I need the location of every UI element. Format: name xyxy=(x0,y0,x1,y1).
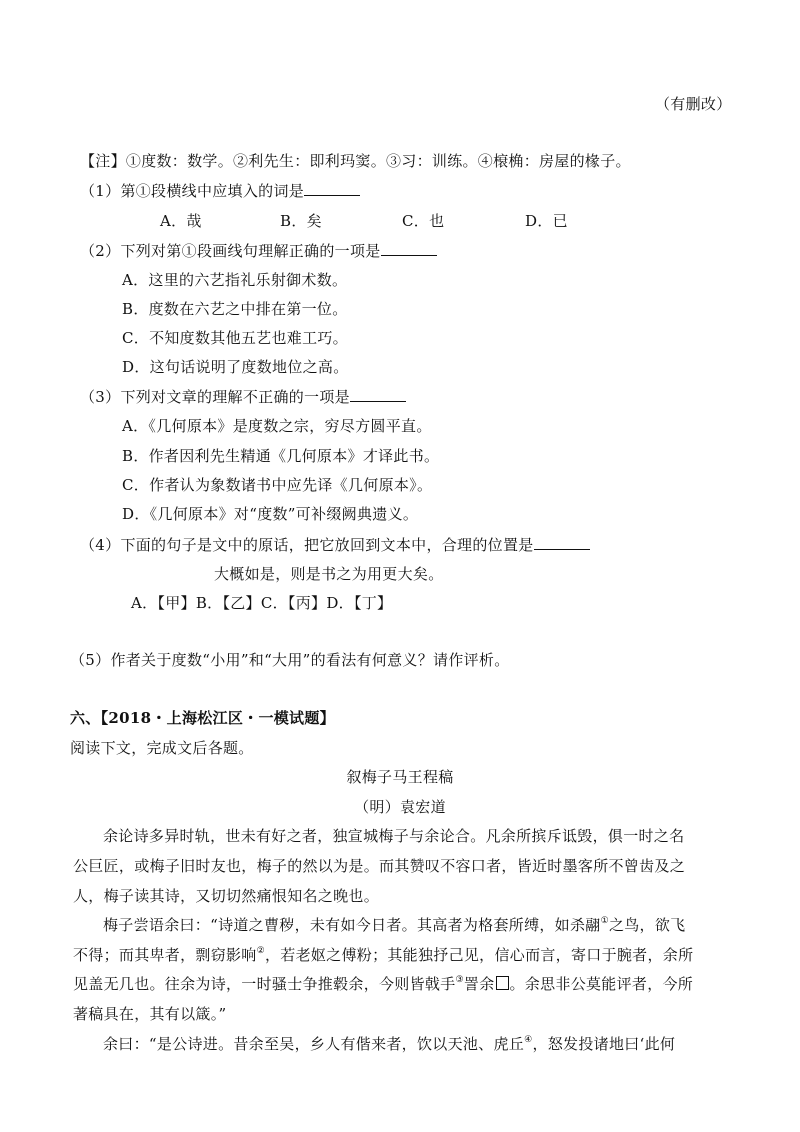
essay-p2-line1 xyxy=(103,915,685,935)
essay-text: 余曰：“是公诗进。昔余至吴，乡人有偕来者，饮以天池、虎丘 xyxy=(103,1035,525,1053)
question-3-option-d: D．《几何原本》对“度数”可补缀阙典遗义。 xyxy=(122,505,419,523)
essay-text: 詈余 xyxy=(463,975,495,993)
footnote-mark-1: ① xyxy=(600,916,609,926)
answer-blank-3[interactable] xyxy=(350,387,406,402)
footnote-mark-4: ④ xyxy=(524,1035,533,1045)
question-3-stem: （3）下列对文章的理解不正确的一项是 xyxy=(80,388,350,406)
essay-text: ，怒发投诸地曰‘此何 xyxy=(532,1035,676,1053)
question-1-stem: （1）第①段横线中应填入的词是 xyxy=(80,182,305,200)
question-3-option-a: A．《几何原本》是度数之宗，穷尽方圆平直。 xyxy=(122,417,432,435)
section-6-heading: 六、【2018・上海松江区・一模试题】 xyxy=(70,709,335,727)
question-5: （5）作者关于度数“小用”和“大用”的看法有何意义？请作评析。 xyxy=(70,651,510,669)
essay-p3-line1 xyxy=(103,1034,675,1054)
essay-text: 梅子尝语余曰：“诗道之曹秽，未有如今日者。其高者为格套所缚，如杀翮 xyxy=(103,916,601,934)
annotation-notes: 【注】①度数：数学。②利先生：即利玛窦。③习：训练。④榱桷：房屋的椽子。 xyxy=(80,152,631,170)
question-2-option-c: C．不知度数其他五艺也难工巧。 xyxy=(122,329,348,347)
question-2-option-b: B．度数在六艺之中排在第一位。 xyxy=(122,300,348,318)
answer-blank-4[interactable] xyxy=(534,535,590,550)
source-note: （有删改） xyxy=(655,95,732,113)
essay-text: ，若老妪之傅粉；其能独抒己见，信心而言，寄口于腕者，余所 xyxy=(264,946,694,964)
question-4-options: A．【甲】B．【乙】C．【丙】D．【丁】 xyxy=(131,594,393,612)
essay-p1-line2: 公巨匠，或梅子旧时友也，梅子的然以为是。而其赞叹不容口者，皆近时墨客所不曾齿及之 xyxy=(73,857,686,875)
question-1 xyxy=(80,181,360,201)
essay-p2-line3 xyxy=(73,974,693,994)
question-3 xyxy=(80,387,406,407)
question-2-stem: （2）下列对第①段画线句理解正确的一项是 xyxy=(80,242,381,260)
question-2-option-a: A．这里的六艺指礼乐射御术数。 xyxy=(122,271,348,289)
essay-text: 。余思非公莫能评者，今所 xyxy=(509,975,694,993)
answer-blank-1[interactable] xyxy=(304,181,360,196)
section-6-instruction: 阅读下文，完成文后各题。 xyxy=(70,739,254,757)
essay-title: 叙梅子马王程稿 xyxy=(346,768,454,786)
essay-text: 不得；而其卑者，剽窃影响 xyxy=(73,946,257,964)
essay-p1-line1: 余论诗多异时轨，世未有好之者，独宣城梅子与余论合。凡余所摈斥诋毁，俱一时之名 xyxy=(103,827,685,845)
missing-character-box xyxy=(496,976,509,990)
option-c: C．也 xyxy=(402,212,445,230)
essay-p2-line2 xyxy=(73,945,693,965)
answer-blank-2[interactable] xyxy=(381,241,437,256)
question-4-stem: （4）下面的句子是文中的原话，把它放回到文本中，合理的位置是 xyxy=(80,536,534,554)
question-1-options xyxy=(160,211,568,231)
question-2-option-d: D．这句话说明了度数地位之高。 xyxy=(122,358,349,376)
question-4-sentence: 大概如是，则是书之为用更大矣。 xyxy=(214,565,444,583)
essay-p1-line3: 人，梅子读其诗，又切切然痛恨知名之晚也。 xyxy=(73,887,380,905)
essay-author: （明）袁宏道 xyxy=(354,798,446,816)
footnote-mark-2: ② xyxy=(256,946,265,956)
option-d: D．已 xyxy=(525,212,568,230)
question-3-option-b: B．作者因利先生精通《几何原本》才译此书。 xyxy=(122,447,440,465)
essay-text: 见盖无几也。往余为诗，一时骚士争推毂余，今则皆戟手 xyxy=(73,975,456,993)
option-a: A．哉 xyxy=(160,212,202,230)
question-2 xyxy=(80,241,437,261)
essay-text: 之鸟，欲飞 xyxy=(608,916,686,934)
option-b: B．矣 xyxy=(280,212,322,230)
essay-p2-line4: 著稿具在，其有以箴。” xyxy=(73,1005,227,1023)
question-3-option-c: C．作者认为象数诸书中应先译《几何原本》。 xyxy=(122,476,433,494)
question-4 xyxy=(80,535,590,555)
footnote-mark-3: ③ xyxy=(455,975,464,985)
